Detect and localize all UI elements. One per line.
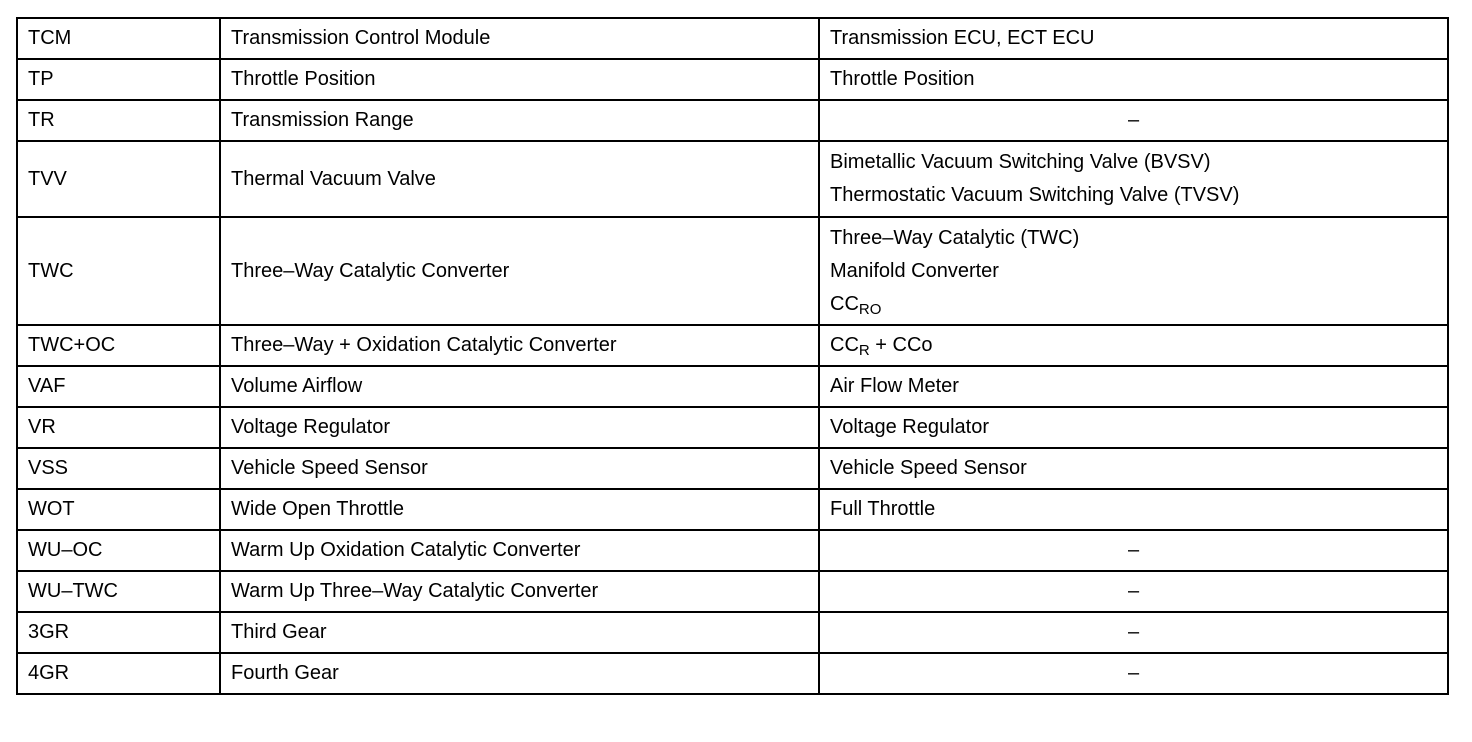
term-cell: Three–Way + Oxidation Catalytic Converter	[220, 325, 819, 366]
equivalent-cell: Transmission ECU, ECT ECU	[819, 18, 1448, 59]
table-row	[17, 448, 1448, 489]
table-row	[17, 612, 1448, 653]
term-cell: Three–Way Catalytic Converter	[220, 217, 819, 325]
term-cell: Transmission Control Module	[220, 18, 819, 59]
term-cell: Vehicle Speed Sensor	[220, 448, 819, 489]
equivalent-cell	[819, 325, 1448, 366]
table-row	[17, 407, 1448, 448]
subscript-base: CC	[830, 334, 859, 356]
abbreviation-cell: 3GR	[17, 612, 220, 653]
table-row	[17, 366, 1448, 407]
table-row	[17, 59, 1448, 100]
term-cell: Fourth Gear	[220, 653, 819, 694]
abbreviation-cell: TP	[17, 59, 220, 100]
term-cell: Warm Up Three–Way Catalytic Converter	[220, 571, 819, 612]
abbreviation-cell: WOT	[17, 489, 220, 530]
abbreviation-cell: TVV	[17, 141, 220, 217]
table-row	[17, 325, 1448, 366]
equivalent-cell: Vehicle Speed Sensor	[819, 448, 1448, 489]
equivalent-cell: –	[819, 612, 1448, 653]
table-row	[17, 653, 1448, 694]
abbreviation-cell: 4GR	[17, 653, 220, 694]
equivalent-cell: –	[819, 653, 1448, 694]
abbreviation-table	[16, 17, 1449, 695]
equivalent-line: Thermostatic Vacuum Switching Valve (TVSV)	[830, 184, 1240, 206]
abbreviation-cell: TWC+OC	[17, 325, 220, 366]
abbreviation-cell: TR	[17, 100, 220, 141]
term-cell: Voltage Regulator	[220, 407, 819, 448]
subscript-base: CC	[830, 292, 859, 315]
equivalent-line	[830, 288, 1437, 321]
equivalent-line: Manifold Converter	[830, 259, 999, 282]
table-row	[17, 18, 1448, 59]
equivalent-cell: –	[819, 571, 1448, 612]
table-row	[17, 217, 1448, 325]
term-cell: Wide Open Throttle	[220, 489, 819, 530]
table-row	[17, 489, 1448, 530]
equivalent-line: Bimetallic Vacuum Switching Valve (BVSV)	[830, 151, 1211, 173]
term-cell: Volume Airflow	[220, 366, 819, 407]
abbreviation-cell: TWC	[17, 217, 220, 325]
subscript-text: R	[858, 342, 870, 359]
table-row	[17, 141, 1448, 217]
equivalent-cell: Air Flow Meter	[819, 366, 1448, 407]
abbreviation-cell: VAF	[17, 366, 220, 407]
equivalent-cell: Full Throttle	[819, 489, 1448, 530]
equivalent-rest: + CCo	[869, 334, 933, 356]
table-row	[17, 571, 1448, 612]
term-cell: Transmission Range	[220, 100, 819, 141]
equivalent-line: Three–Way Catalytic (TWC)	[830, 226, 1080, 249]
subscript-text: RO	[858, 300, 882, 318]
equivalent-cell: –	[819, 530, 1448, 571]
table-row	[17, 100, 1448, 141]
equivalent-cell: –	[819, 100, 1448, 141]
abbreviation-cell: VSS	[17, 448, 220, 489]
term-cell: Thermal Vacuum Valve	[220, 141, 819, 217]
abbreviation-cell: TCM	[17, 18, 220, 59]
term-cell: Throttle Position	[220, 59, 819, 100]
equivalent-cell	[819, 141, 1448, 217]
equivalent-cell: Throttle Position	[819, 59, 1448, 100]
abbreviation-cell: WU–OC	[17, 530, 220, 571]
equivalent-cell: Voltage Regulator	[819, 407, 1448, 448]
table-row	[17, 530, 1448, 571]
equivalent-cell	[819, 217, 1448, 325]
abbreviation-cell: WU–TWC	[17, 571, 220, 612]
term-cell: Third Gear	[220, 612, 819, 653]
term-cell: Warm Up Oxidation Catalytic Converter	[220, 530, 819, 571]
abbreviation-cell: VR	[17, 407, 220, 448]
